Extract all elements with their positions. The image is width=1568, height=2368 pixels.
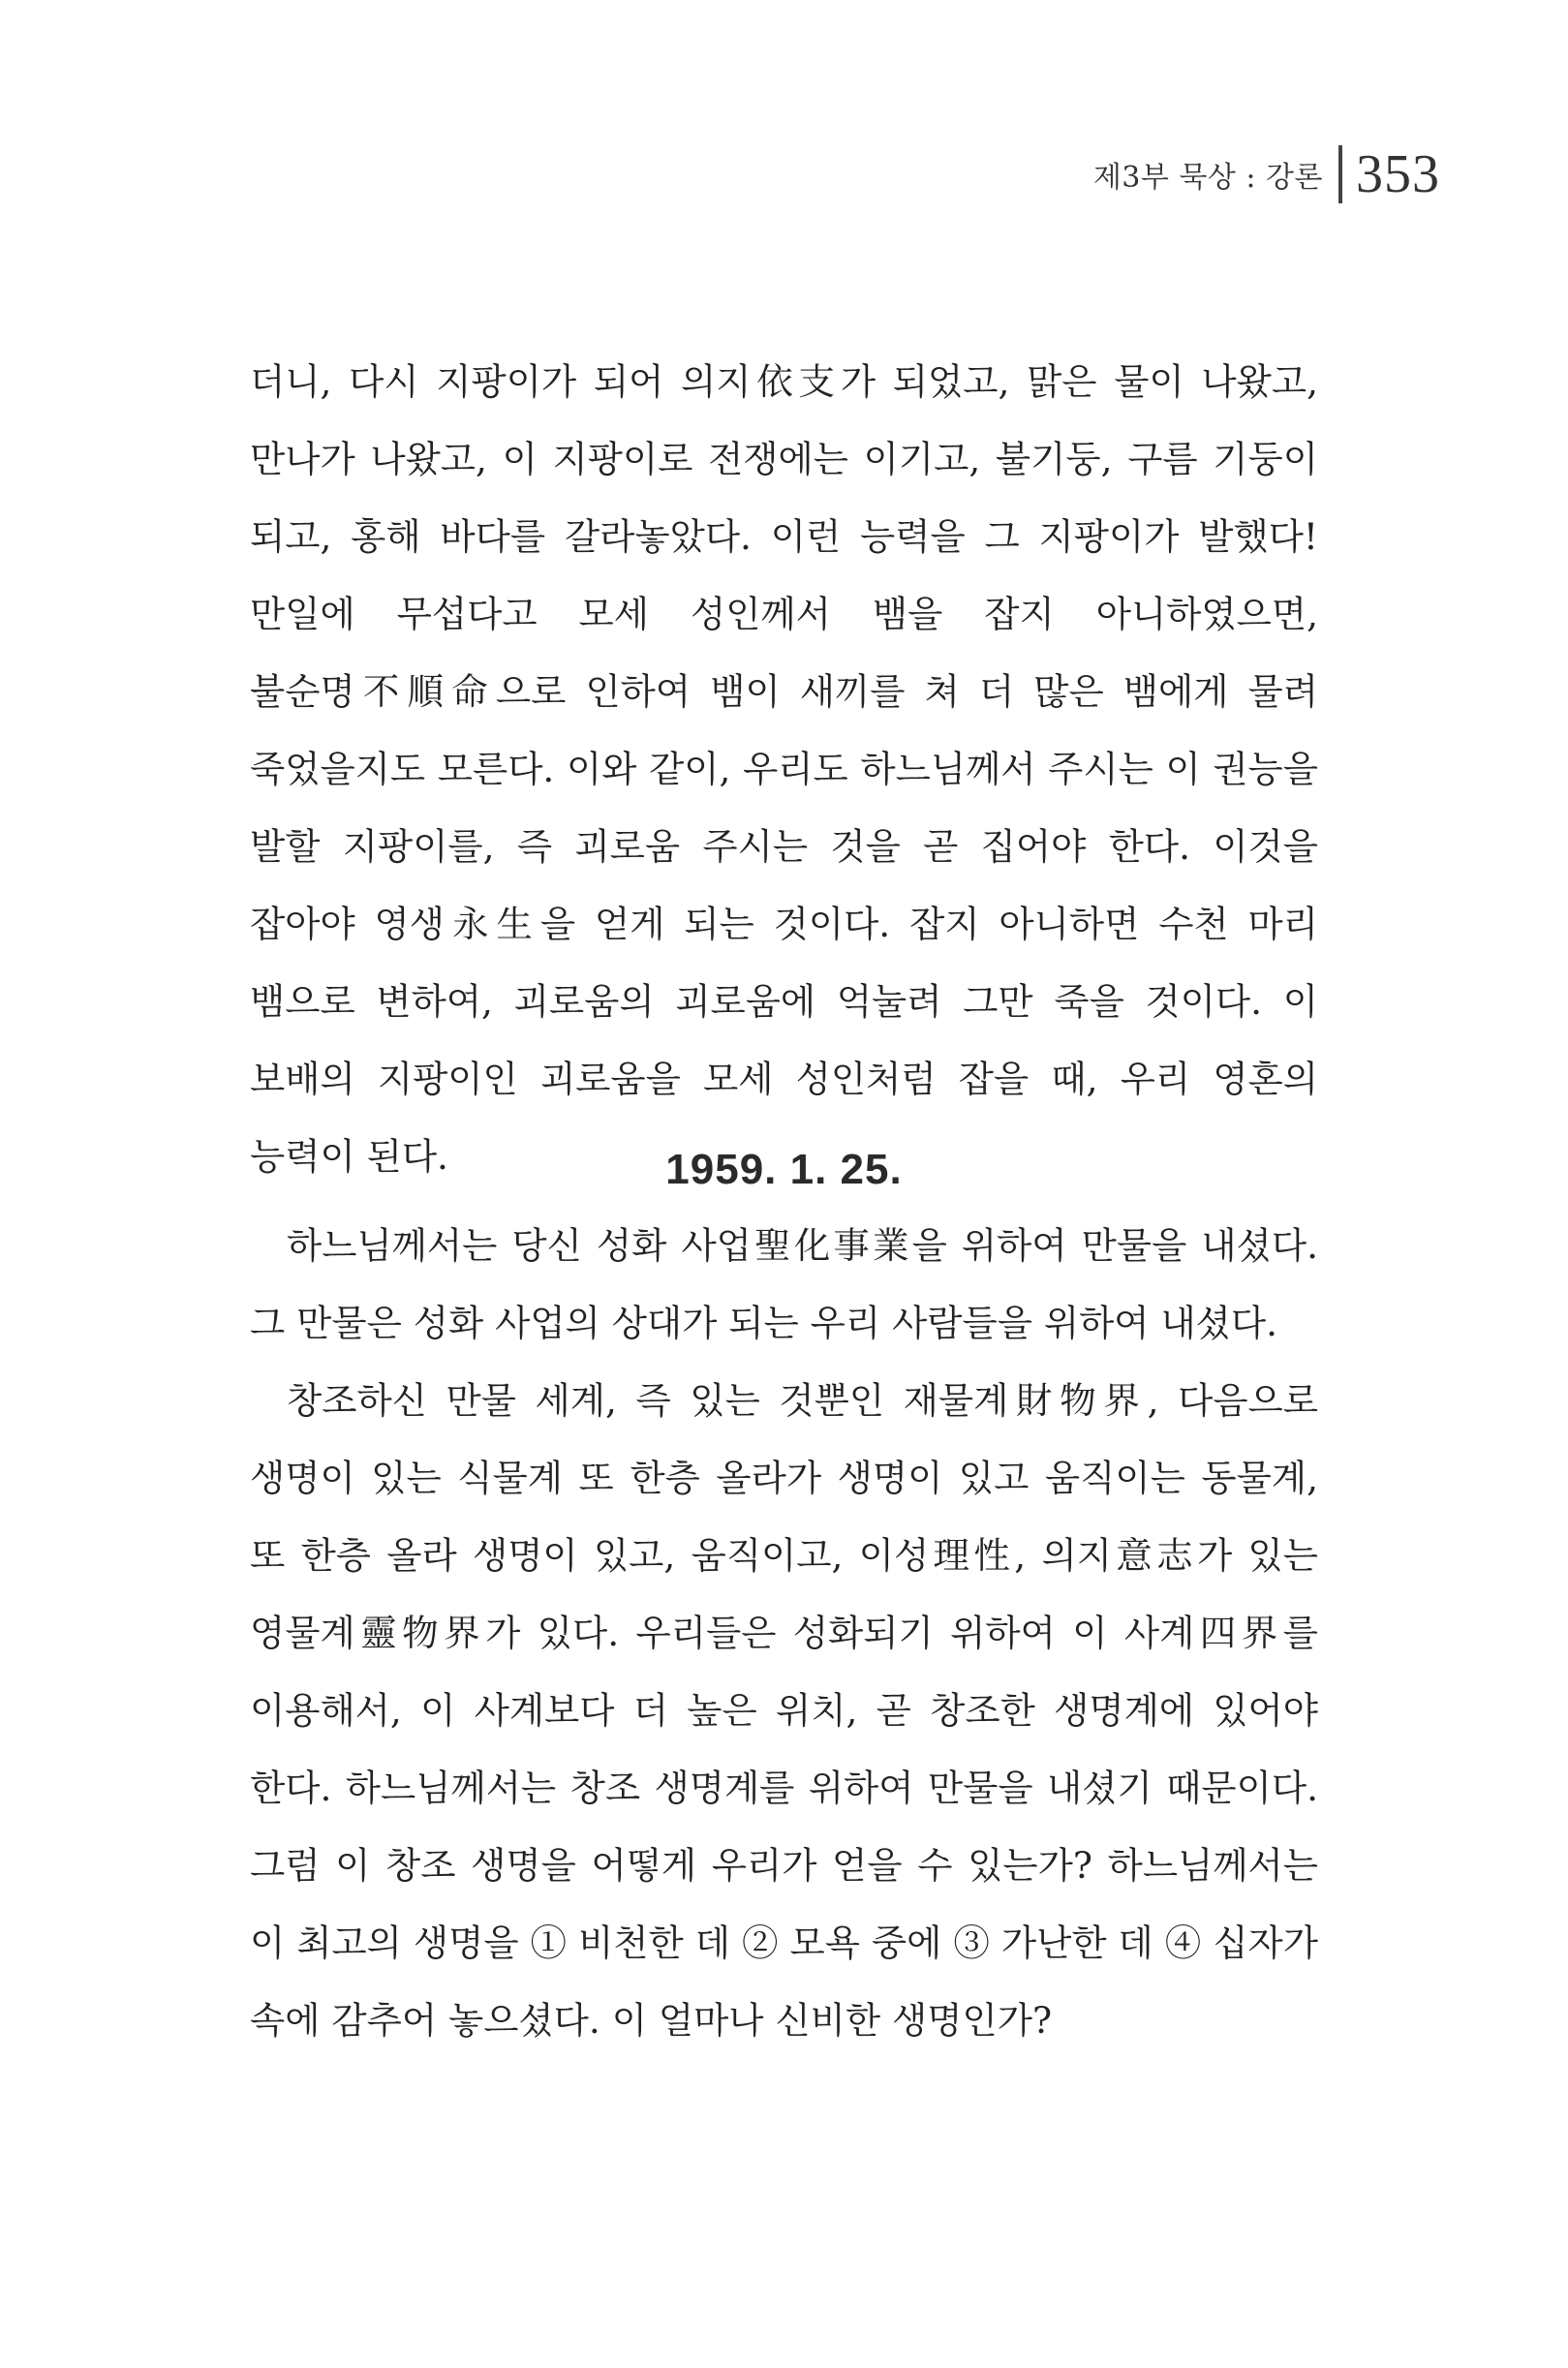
section-date-heading: 1959. 1. 25.	[665, 1146, 903, 1193]
running-header	[1093, 143, 1440, 205]
passage-dated	[250, 1207, 1318, 2059]
paragraph: 하느님께서는 당신 성화 사업聖化事業을 위하여 만물을 내셨다. 그 만물은 성화 사업의 상대가 되는 우리 사람들을 위하여 내셨다.	[250, 1224, 1318, 1344]
page-number: 353	[1356, 144, 1440, 204]
paragraph-continued: 더니, 다시 지팡이가 되어 의지依支가 되었고, 맑은 물이 나왔고, 만나가 나왔고, 이 지팡이로 전쟁에는 이기고, 불기둥, 구름 기둥이 되고, 홍해 바다를 갈라놓았다. 이런 능력을 그 지팡이가 발했다! 만일에 무섭다고 모세 성인께서 뱀을 잡지 아니하였으면, 불순명不順命으로 인하여 뱀이 새끼를 쳐 더 많은 뱀에게 물려 죽었을지도 모른다. 이와 같이, 우리도 하느님께서 주시는 이 권능을 발할 지팡이를, 즉 괴로움 주시는 것을 곧 집어야 한다. 이것을 잡아야 영생永生을 얻게 되는 것이다. 잡지 아니하면 수천 마리 뱀으로 변하여, 괴로움의 괴로움에 억눌려 그만 죽을 것이다. 이 보배의 지팡이인 괴로움을 모세 성인처럼 잡을 때, 우리 영혼의 능력이 된다.	[250, 360, 1318, 1178]
header-section-title: 제3부 묵상 : 강론	[1092, 161, 1323, 195]
passage-continued	[250, 343, 1318, 1195]
header-divider	[1338, 145, 1342, 203]
paragraph: 창조하신 만물 세계, 즉 있는 것뿐인 재물계財物界, 다음으로 생명이 있는 식물계 또 한층 올라가 생명이 있고 움직이는 동물계, 또 한층 올라 생명이 있고, 움직이고, 이성理性, 의지意志가 있는 영물계靈物界가 있다. 우리들은 성화되기 위하여 이 사계四界를 이용해서, 이 사계보다 더 높은 위치, 곧 창조한 생명계에 있어야 한다. 하느님께서는 창조 생명계를 위하여 만물을 내셨기 때문이다. 그럼 이 창조 생명을 어떻게 우리가 얻을 수 있는가? 하느님께서는 이 최고의 생명을 ① 비천한 데 ② 모욕 중에 ③ 가난한 데 ④ 십자가 속에 감추어 놓으셨다. 이 얼마나 신비한 생명인가?	[250, 1379, 1318, 2042]
